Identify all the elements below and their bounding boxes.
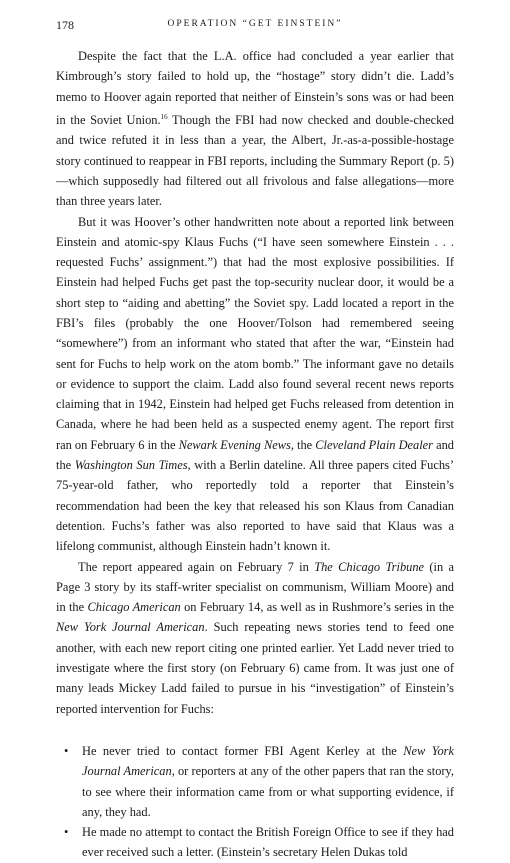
paragraph-text: Though the FBI had now checked and double-checked and twice refuted it in less than a year, the Albert, Jr.-as-a-possible-hostage story continued to reappear in FBI reports, including the Summary Report (p. 5)—which supposedly had filtered out all frivolous and false allegations—more than three years later. — [56, 113, 454, 209]
footnote-marker: 16 — [160, 112, 168, 121]
paragraph-text: Despite the fact that the L.A. office had concluded a year earlier that Kimbrough’s story failed to hold up, the “hostage” story didn’t die. Ladd’s memo to Hoover again reported that neither of Einstein’s sons was or had been in the Soviet Union. — [56, 49, 454, 128]
bullet-list — [56, 741, 454, 863]
paragraph-text: , the — [290, 437, 316, 452]
publication-title: Newark Evening News — [178, 437, 291, 452]
running-title: OPERATION “GET EINSTEIN” — [167, 19, 343, 29]
paragraph-text: . Such repeating news stories tend to feed one another, with each new report citing one printed earlier. Yet Ladd never tried to investigate where the first story (on February 6) came from. It was just one of many leads Mickey Ladd failed to pursue in his “investigation” of Einstein’s reported intervention for Fuchs: — [56, 620, 454, 716]
paragraph-3 — [56, 557, 454, 719]
bullet-item — [56, 822, 454, 863]
bullet-item — [56, 741, 454, 822]
publication-title: New York Journal American — [56, 620, 205, 635]
paragraph-1 — [56, 46, 454, 212]
page-header — [56, 18, 454, 34]
paragraph-text: , with a Berlin dateline. All three papers cited Fuchs’ 75-year-old father, who reportedly told a reporter that Einstein’s recommendation had been the key that released his son Klaus from Canadian detention. Fuchs’s father was also reported to have said that Klaus was a lifelong communist, although Einstein hadn’t known it. — [56, 458, 454, 554]
paragraph-text: The report appeared again on February 7 in — [78, 559, 315, 574]
paragraph-text: on February 14, as well as in Rushmore’s series in the — [180, 600, 454, 615]
publication-title: The Chicago Tribune — [314, 559, 425, 574]
bullet-text: , or reporters at any of the other papers that ran the story, to see where their information came from or what supporting evidence, if any, they had. — [82, 764, 455, 819]
publication-title: Cleveland Plain Dealer — [315, 437, 433, 452]
publication-title: Washington Sun Times — [74, 458, 188, 473]
bullet-text: He never tried to contact former FBI Agent Kerley at the — [82, 743, 404, 758]
publication-title: New York Journal American — [82, 743, 454, 779]
paragraph-text: and the — [56, 437, 455, 473]
publication-title: Chicago American — [87, 600, 181, 615]
paragraph-text: (in a Page 3 story by its staff-writer specialist on communism, William Moore) and in the — [56, 559, 455, 615]
paragraph-text: But it was Hoover’s other handwritten note about a reported link between Einstein and atomic-spy Klaus Fuchs (“I have seen somewhere Einstein . . . requested Fuchs’ assignment.”) that had the most explosive possibilities. If Einstein had helped Fuchs get past the top-security nuclear door, it would be a short step to “aiding and abetting” the Soviet spy. Ladd located a report in the FBI’s files (probably the one Hoover/Tolson had remembered seeing “somewhere”) from an informant who stated that after the war, “Einstein had sent for Fuchs to help work on the atom bomb.” The informant gave no details or evidence to support the claim. Ladd also found several recent news reports claiming that in 1942, Einstein had helped get Fuchs released from detention in Canada, where he had been held as a suspected enemy agent. The report first ran on February 6 in the — [56, 214, 454, 452]
bullet-text: He made no attempt to contact the British Foreign Office to see if they had ever received such a letter. (Einstein’s secretary Helen Dukas told — [82, 825, 454, 860]
paragraph-2 — [56, 212, 454, 557]
body-text — [56, 46, 454, 863]
page-number: 178 — [56, 18, 74, 32]
